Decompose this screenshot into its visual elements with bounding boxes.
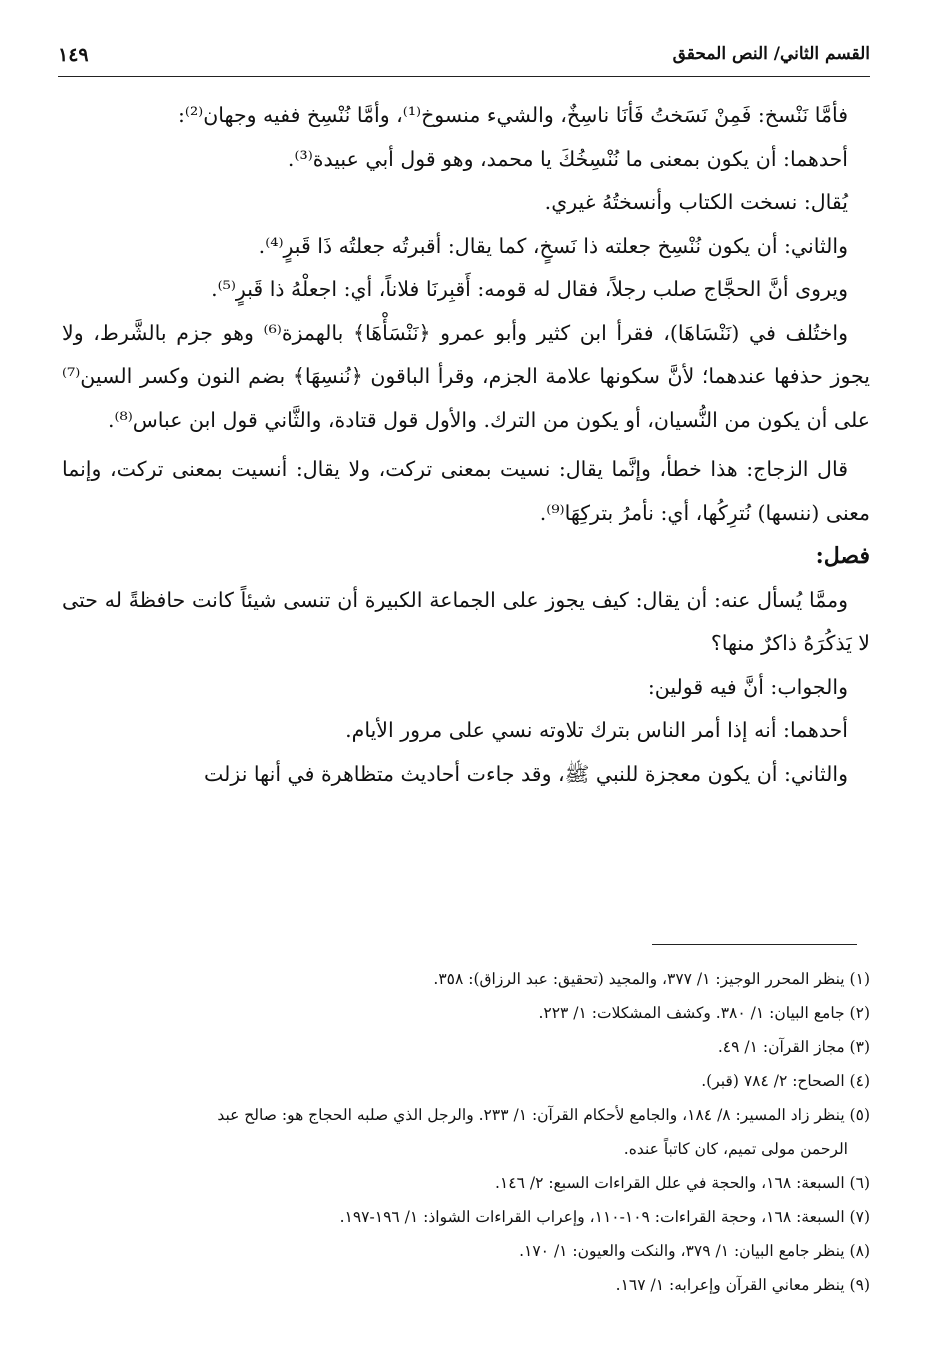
footnote: (٨) ينظر جامع البيان: ١/ ٣٧٩، والنكت والعيون: ١/ ١٧٠. — [519, 1242, 870, 1260]
main-text — [62, 94, 870, 796]
footnote-continuation: الرحمن مولى تميم، كان كاتباً عنده. — [623, 1140, 848, 1158]
footnote: (٢) جامع البيان: ١/ ٣٨٠. وكشف المشكلات: ١/ ٢٢٣. — [538, 1004, 870, 1022]
paragraph: أحدهما: أنه إذا أمر الناس بترك تلاوته نسي على مرور الأيام. — [345, 718, 848, 742]
footnote-divider — [652, 944, 857, 945]
footnote: (٦) السبعة: ١٦٨، والحجة في علل القراءات السبع: ٢/ ١٤٦. — [494, 1174, 870, 1192]
page-header — [58, 40, 870, 77]
footnote: (٧) السبعة: ١٦٨، وحجة القراءات: ١٠٩-١١٠، وإعراب القراءات الشواذ: ١/ ١٩٦-١٩٧. — [339, 1208, 870, 1226]
paragraph: ويروى أنَّ الحجَّاج صلب رجلاً، فقال له قومه: أَقبِرنَا فلاناً، أي: اجعلْهُ ذا قَبرٍ⁽⁵⁾. — [211, 277, 848, 301]
section-title: القسم الثاني/ النص المحقق — [672, 44, 870, 64]
paragraph: قال الزجاج: هذا خطأ، وإنَّما يقال: نسيت بمعنى تركت، ولا يقال: أنسيت بمعنى تركت، وإنما معنى (ننسها) نُترِكُها، أي: نأمرُ بتركِهَا⁽⁹⁾. — [62, 457, 870, 525]
paragraph: وممَّا يُسأل عنه: أن يقال: كيف يجوز على الجماعة الكبيرة أن تنسى شيئاً كانت حافظةً له حتى لا يَذكُرَهُ ذاكرٌ منها؟ — [62, 587, 870, 655]
paragraph: والثاني: أن يكون نُنْسِخ جعلته ذا نَسخٍ، كما يقال: أقبرتُه جعلتُه ذَا قَبرٍ⁽⁴⁾. — [258, 233, 848, 258]
footnote: (١) ينظر المحرر الوجيز: ١/ ٣٧٧، والمجيد (تحقيق: عبد الرزاق): ٣٥٨. — [433, 970, 870, 988]
footnote: (٥) ينظر زاد المسير: ٨/ ١٨٤، والجامع لأحكام القرآن: ١/ ٢٣٣. والرجل الذي صلبه الحجاج هو: صالح عبد — [217, 1106, 870, 1124]
paragraph: فأمَّا نَنْسخ: فَمِنْ نَسَختُ فَأنَا ناسِخٌ، والشيء منسوخ⁽¹⁾، وأمَّا نُنْسِخ ففيه وجهان⁽²⁾: — [177, 103, 848, 127]
paragraph: والجواب: أنَّ فيه قولين: — [647, 674, 848, 699]
page-number: ١٤٩ — [58, 44, 89, 66]
paragraph: يُقال: نسخت الكتاب وأنسختُهُ غيري. — [544, 190, 848, 214]
footnote: (٩) ينظر معاني القرآن وإعرابه: ١/ ١٦٧. — [615, 1276, 870, 1294]
paragraph: واختُلف في (نَنْسَاهَا)، فقرأ ابن كثير وأبو عمرو ﴿نَنْسَأْهَا﴾ بالهمزة⁽⁶⁾ وهو جزم بالشَّرط، ولا يجوز حذفها عندهما؛ لأنَّ سكونها علامة الجزم، وقرأ الباقون ﴿نُنسِهَا﴾ بضم النون وكسر السين⁽⁷⁾ على أن يكون من النُّسيان، أو يكون من الترك. والأول قول قتادة، والثَّاني قول ابن عباس⁽⁸⁾. — [62, 320, 870, 432]
footnote: (٤) الصحاح: ٢/ ٧٨٤ (قبر). — [701, 1072, 870, 1090]
footnotes — [58, 962, 870, 1302]
paragraph: والثاني: أن يكون معجزة للنبي ﷺ، وقد جاءت أحاديث متظاهرة في أنها نزلت — [204, 761, 848, 786]
section-heading: فصل: — [815, 543, 870, 569]
footnote: (٣) مجاز القرآن: ١/ ٤٩. — [717, 1038, 870, 1056]
paragraph: أحدهما: أن يكون بمعنى ما نُنْسِخُكَ يا محمد، وهو قول أبي عبيدة⁽³⁾. — [287, 146, 848, 171]
